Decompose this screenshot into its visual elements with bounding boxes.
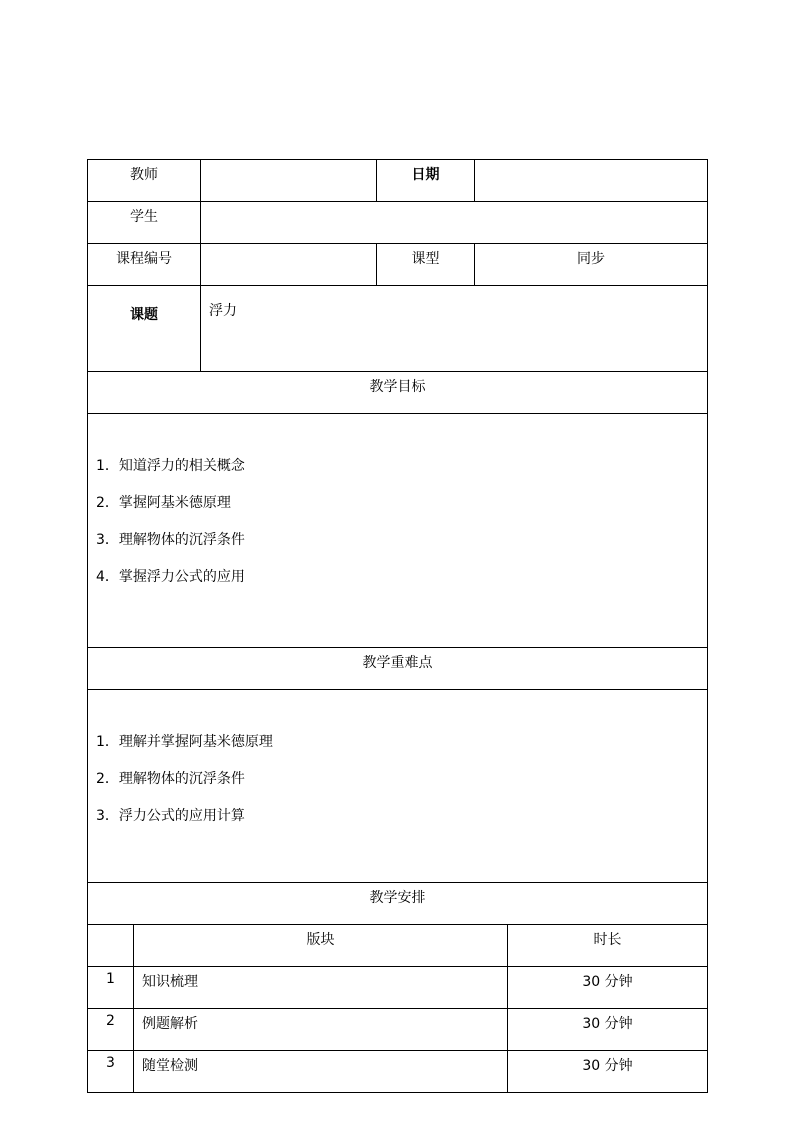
row-duration: 30 分钟 xyxy=(508,1009,708,1051)
keypoints-body-row xyxy=(88,690,708,883)
teacher-row xyxy=(88,160,708,202)
objectives-head-row xyxy=(88,372,708,414)
row-number: 2 xyxy=(88,1009,134,1051)
objective-item: 1．知道浮力的相关概念 xyxy=(96,458,245,474)
student-value[interactable] xyxy=(201,202,708,244)
arrangement-head-row xyxy=(88,883,708,925)
keypoints-list-cell xyxy=(88,690,708,883)
objective-item: 3．理解物体的沉浮条件 xyxy=(96,532,245,548)
keypoints-list xyxy=(88,724,707,835)
keypoint-item: 2．理解物体的沉浮条件 xyxy=(96,771,245,787)
topic-row xyxy=(88,286,708,372)
objectives-list xyxy=(88,448,707,596)
keypoints-title: 教学重难点 xyxy=(88,648,708,690)
topic-label: 课题 xyxy=(88,286,201,372)
course-type-label: 课型 xyxy=(377,244,475,286)
row-duration: 30 分钟 xyxy=(508,967,708,1009)
objective-item: 2．掌握阿基米德原理 xyxy=(96,495,231,511)
row-number: 1 xyxy=(88,967,134,1009)
keypoints-head-row xyxy=(88,648,708,690)
student-label: 学生 xyxy=(88,202,201,244)
teacher-label: 教师 xyxy=(88,160,201,202)
table-row xyxy=(88,1051,708,1093)
course-no-value[interactable] xyxy=(201,244,377,286)
objectives-title: 教学目标 xyxy=(88,372,708,414)
objective-item: 4．掌握浮力公式的应用 xyxy=(96,569,245,585)
lesson-plan xyxy=(87,159,707,1093)
keypoint-item: 3．浮力公式的应用计算 xyxy=(96,808,245,824)
student-row xyxy=(88,202,708,244)
row-duration: 30 分钟 xyxy=(508,1051,708,1093)
row-number: 3 xyxy=(88,1051,134,1093)
teacher-value[interactable] xyxy=(201,160,377,202)
course-row xyxy=(88,244,708,286)
keypoint-item: 1．理解并掌握阿基米德原理 xyxy=(96,734,273,750)
date-value[interactable] xyxy=(475,160,708,202)
course-no-label: 课程编号 xyxy=(88,244,201,286)
table-row xyxy=(88,967,708,1009)
row-block: 随堂检测 xyxy=(134,1051,508,1093)
arrangement-columns-row xyxy=(88,925,708,967)
objectives-list-cell xyxy=(88,414,708,648)
arrangement-title: 教学安排 xyxy=(88,883,708,925)
date-label: 日期 xyxy=(377,160,475,202)
arrangement-no-header xyxy=(88,925,134,967)
objectives-body-row xyxy=(88,414,708,648)
lesson-header-table xyxy=(87,159,708,1093)
table-row xyxy=(88,1009,708,1051)
row-block: 例题解析 xyxy=(134,1009,508,1051)
course-type-value: 同步 xyxy=(475,244,708,286)
row-block: 知识梳理 xyxy=(134,967,508,1009)
arrangement-duration-header: 时长 xyxy=(508,925,708,967)
topic-value: 浮力 xyxy=(201,286,708,372)
arrangement-block-header: 版块 xyxy=(134,925,508,967)
